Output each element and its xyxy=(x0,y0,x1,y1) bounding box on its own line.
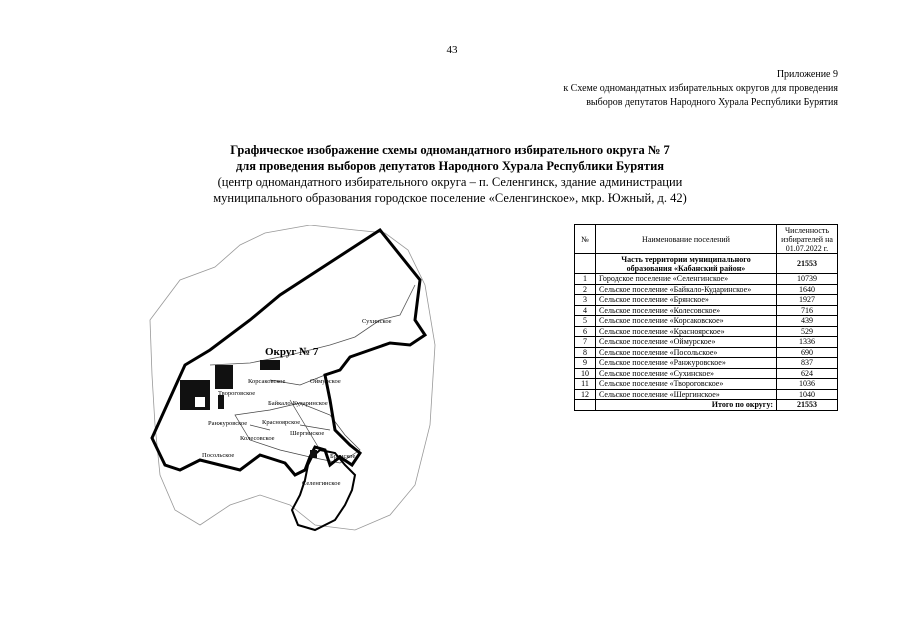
table-row xyxy=(575,389,838,400)
label-sukhinskoe: Сухинское xyxy=(362,318,392,325)
row-num: 7 xyxy=(575,337,596,348)
row-name: Сельское поселение «Колесовское» xyxy=(596,305,777,316)
label-baikalo: Байкало-Кударинское xyxy=(268,400,328,407)
dark-block-5 xyxy=(218,395,224,409)
row-count: 1036 xyxy=(777,379,838,390)
table-row xyxy=(575,305,838,316)
row-count: 837 xyxy=(777,358,838,369)
header-count: Численность избирателей на 01.07.2022 г. xyxy=(777,225,838,254)
row-name: Сельское поселение «Байкало-Кударинское» xyxy=(596,284,777,295)
district-map xyxy=(140,225,440,535)
row-name: Сельское поселение «Твороговское» xyxy=(596,379,777,390)
row-name: Сельское поселение «Красноярское» xyxy=(596,326,777,337)
row-count: 1640 xyxy=(777,284,838,295)
label-ranzhurovskoe: Ранжуровское xyxy=(208,420,248,427)
table-row xyxy=(575,347,838,358)
row-num: 12 xyxy=(575,389,596,400)
row-count: 1336 xyxy=(777,337,838,348)
title-line-4: муниципального образования городское поселение «Селенгинское», мкр. Южный, д. 42) xyxy=(213,191,687,205)
table-row xyxy=(575,284,838,295)
dark-block-2 xyxy=(195,397,205,407)
row-count: 10739 xyxy=(777,274,838,285)
title-line-2: для проведения выборов депутатов Народного Хурала Республики Бурятия xyxy=(235,159,665,173)
label-shergino: Шергинское xyxy=(290,430,325,437)
row-num: 6 xyxy=(575,326,596,337)
row-num: 3 xyxy=(575,295,596,306)
appendix-line-3: выборов депутатов Народного Хурала Республики Бурятия xyxy=(586,97,838,108)
row-count: 716 xyxy=(777,305,838,316)
section-name: Часть территории муниципального образования «Кабанский район» xyxy=(596,254,777,274)
district-label: Округ № 7 xyxy=(265,346,319,358)
table-row xyxy=(575,368,838,379)
table-row xyxy=(575,274,838,285)
dark-block-3 xyxy=(215,365,233,389)
label-selenginskoe: Селенгинское xyxy=(302,480,341,487)
row-name: Сельское поселение «Корсаковское» xyxy=(596,316,777,327)
row-num: 1 xyxy=(575,274,596,285)
section-row xyxy=(575,254,838,274)
row-name: Городское поселение «Селенгинское» xyxy=(596,274,777,285)
region-outline xyxy=(150,225,435,530)
row-name: Сельское поселение «Оймурское» xyxy=(596,337,777,348)
row-count: 439 xyxy=(777,316,838,327)
row-name: Сельское поселение «Ранжуровское» xyxy=(596,358,777,369)
row-count: 1040 xyxy=(777,389,838,400)
row-num: 9 xyxy=(575,358,596,369)
row-num: 10 xyxy=(575,368,596,379)
label-oimurskoe: Оймурское xyxy=(310,378,341,385)
label-tvorogovskoe: Твороговское xyxy=(218,390,256,397)
row-num: 2 xyxy=(575,284,596,295)
label-bryanskoe: Брянское xyxy=(330,453,356,460)
table-row xyxy=(575,337,838,348)
document-title xyxy=(120,142,780,206)
table-row xyxy=(575,326,838,337)
header-num: № xyxy=(575,225,596,254)
table-header-row xyxy=(575,225,838,254)
appendix-line-1: Приложение 9 xyxy=(776,69,838,80)
row-name: Сельское поселение «Брянское» xyxy=(596,295,777,306)
table-row xyxy=(575,379,838,390)
row-num: 4 xyxy=(575,305,596,316)
row-name: Сельское поселение «Посольское» xyxy=(596,347,777,358)
title-line-1: Графическое изображение схемы одномандатного избирательного округа № 7 xyxy=(230,143,670,157)
row-count: 529 xyxy=(777,326,838,337)
label-kolesovskoe: Колесовское xyxy=(240,435,275,442)
page-number: 43 xyxy=(446,44,458,56)
table-row xyxy=(575,316,838,327)
row-count: 1927 xyxy=(777,295,838,306)
label-posolskoe: Посольское xyxy=(202,452,235,459)
row-num: 11 xyxy=(575,379,596,390)
table-row xyxy=(575,295,838,306)
row-count: 690 xyxy=(777,347,838,358)
dark-block-4 xyxy=(260,360,280,370)
row-count: 624 xyxy=(777,368,838,379)
row-name: Сельское поселение «Шергинское» xyxy=(596,389,777,400)
label-krasnoyarskoe: Красноярское xyxy=(262,419,301,426)
header-name: Наименование поселений xyxy=(596,225,777,254)
appendix-line-2: к Схеме одномандатных избирательных округов для проведения xyxy=(563,83,838,94)
section-count: 21553 xyxy=(777,254,838,274)
row-name: Сельское поселение «Сухинское» xyxy=(596,368,777,379)
total-label: Итого по округу: xyxy=(596,400,777,411)
title-line-3: (центр одномандатного избирательного округа – п. Селенгинск, здание администрации xyxy=(217,175,683,189)
row-num: 8 xyxy=(575,347,596,358)
table-row xyxy=(575,358,838,369)
total-count: 21553 xyxy=(777,400,838,411)
dark-block-6 xyxy=(310,450,317,458)
label-korsakovskoe: Корсаковское xyxy=(248,378,286,385)
row-num: 5 xyxy=(575,316,596,327)
voters-table xyxy=(574,224,838,411)
total-row xyxy=(575,400,838,411)
